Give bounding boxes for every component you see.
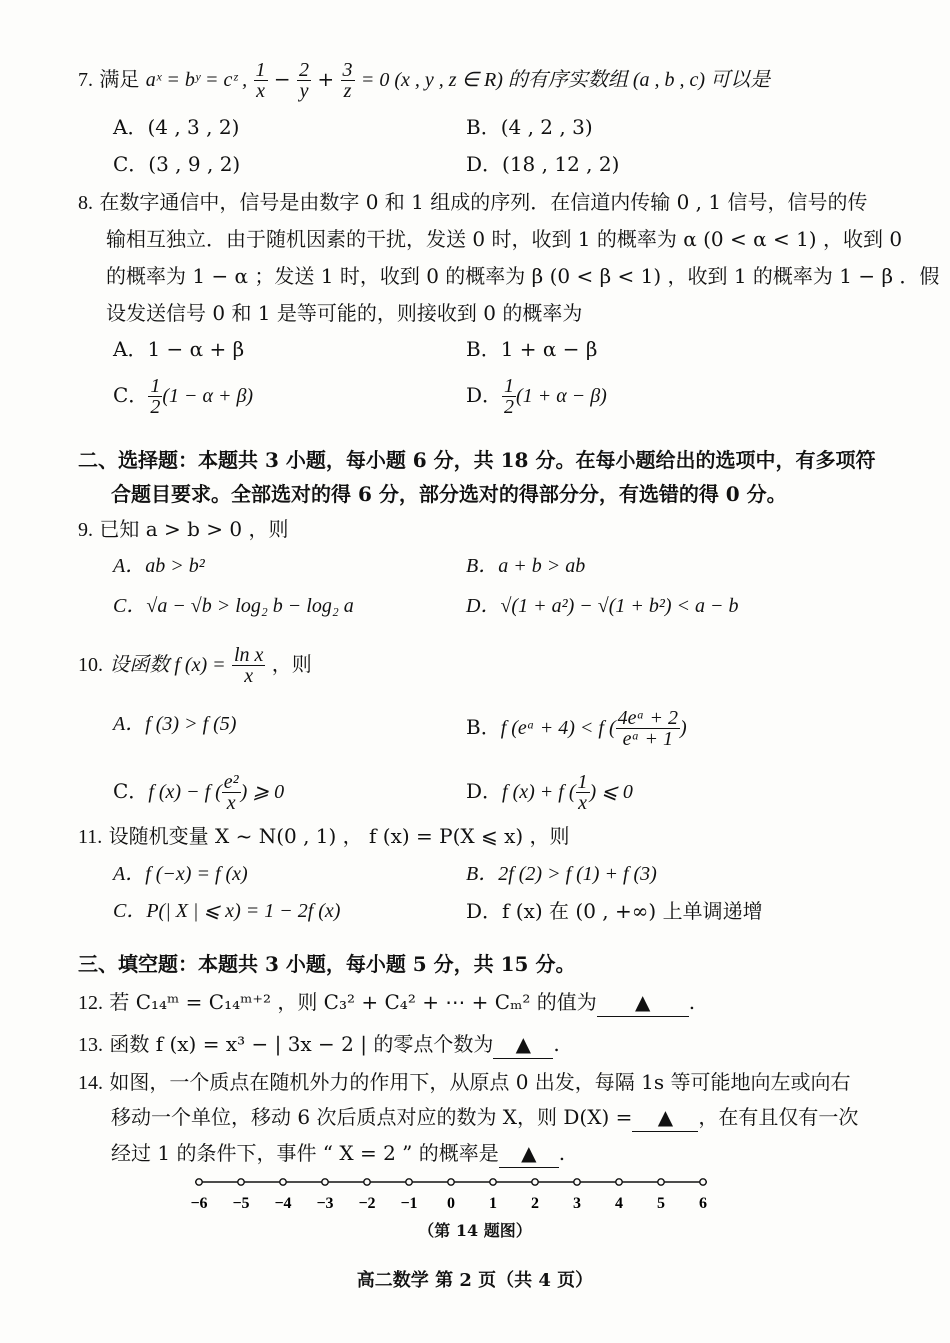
number-line-figure: [185, 1170, 725, 1218]
number-line-tick-label: −2: [358, 1195, 376, 1212]
figure-caption: （第 14 题图）: [418, 1221, 532, 1240]
number-line-tick-label: 4: [615, 1195, 623, 1212]
number-line-tick-label: −6: [190, 1195, 208, 1212]
number-line-point: [448, 1179, 454, 1185]
fraction-3-over-z: $\frac{3}{z}$: [342, 59, 353, 102]
number-line-tick-label: 6: [699, 1195, 707, 1212]
answer-blank-variance[interactable]: ▲: [632, 1103, 698, 1132]
answer-blank[interactable]: ▲: [493, 1030, 553, 1059]
answer-blank-probability[interactable]: ▲: [499, 1139, 559, 1168]
number-line-tick-label: −5: [232, 1195, 250, 1212]
q9-option-a: A．ab > b²: [113, 555, 205, 577]
question-14-line-2: 移动一个单位，移动 6 次后质点对应的数为 X，则 D(X) = ▲ ，在有且仅有一次: [111, 1103, 858, 1132]
q7-option-a: A．(4 , 3 , 2): [113, 115, 240, 139]
number-line-point: [364, 1179, 370, 1185]
q7-option-b: B．(4 , 2 , 3): [466, 115, 593, 139]
number-line-tick-label: −1: [400, 1195, 418, 1212]
number-line-point: [406, 1179, 412, 1185]
fraction-c: $\frac{\text{e²}}{x}$: [223, 771, 239, 814]
number-line-point: [574, 1179, 580, 1185]
q9-option-b: B．a + b > ab: [466, 555, 586, 577]
question-9-stem: 9. 已知 a > b > 0 ，则: [78, 517, 289, 541]
fraction-one-half: $\frac{1}{2}$: [150, 375, 161, 418]
q8-option-a: A．1 − α + β: [113, 337, 245, 361]
question-14-line-3: 经过 1 的条件下，事件 “ X = 2 ” 的概率是 ▲ .: [111, 1139, 565, 1168]
q8-option-d: D． $\frac{1}{2}$ (1 + α − β): [466, 375, 607, 418]
question-14-line-1: 14. 如图，一个质点在随机外力的作用下，从原点 0 出发，每隔 1s 等可能地向左或向右: [78, 1070, 851, 1094]
question-10-stem: 10. 设函数 f (x) = $\frac{\text{ln x}}{x}$ ，则: [78, 644, 312, 687]
number-line-point: [196, 1179, 202, 1185]
number-line-tick-label: 0: [447, 1195, 455, 1212]
number-line-tick-label: 1: [489, 1195, 497, 1212]
q10-option-b: B．f (eᵃ + 4) < f ( $\frac{\text{4eᵃ + 2}}{\text{eᵃ + 1}}$ ): [466, 707, 687, 750]
number-line-tick-label: −3: [316, 1195, 334, 1212]
number-line-tick-label: −4: [274, 1195, 292, 1212]
number-line-point: [700, 1179, 706, 1185]
fraction-lnx-over-x: $\frac{\text{ln x}}{x}$: [233, 644, 264, 687]
q8-option-b: B．1 + α − β: [466, 337, 598, 361]
q10-option-a: A．f (3) > f (5): [113, 713, 237, 735]
question-7-stem: 7. 满足 aˣ = bʸ = cᶻ , $\frac{1}{x}$ − $\frac{2}{y}$ + $\frac{3}{z}$ = 0 (x , y , z ∈ R) 的有序实数组 (a , b , c) 可以是: [78, 59, 771, 102]
section-2-heading-cont: 合题目要求。全部选对的得 6 分，部分选对的得部分分，有选错的得 0 分。: [111, 482, 787, 506]
section-3-heading: 三、填空题：本题共 3 小题，每小题 5 分，共 15 分。: [78, 952, 576, 976]
q9-option-c: C．√a − √b > log₂ b − log₂ a: [113, 595, 354, 617]
question-12: 12. 若 C₁₄ᵐ = C₁₄ᵐ⁺² ，则 C₃² + C₄² + ⋯ + Cₘ² 的值为 ▲ .: [78, 988, 695, 1017]
number-line-point: [658, 1179, 664, 1185]
q9-option-d: D．√(1 + a²) − √(1 + b²) < a − b: [466, 595, 739, 617]
q11-option-a: A．f (−x) = f (x): [113, 863, 248, 885]
number-line-tick-label: 5: [657, 1195, 665, 1212]
q11-option-c: C．P(| X | ⩽ x) = 1 − 2f (x): [113, 900, 341, 922]
number-line-ticks: [190, 1179, 707, 1212]
question-8-line-4: 设发送信号 0 和 1 是等可能的，则接收到 0 的概率为: [106, 301, 583, 325]
page-footer: 高二数学 第 2 页（共 4 页）: [356, 1270, 594, 1291]
q11-option-d: D．f (x) 在 (0 , +∞) 上单调递增: [466, 899, 763, 923]
q11-option-b: B．2f (2) > f (1) + f (3): [466, 863, 657, 885]
number-line-tick-label: 3: [573, 1195, 581, 1212]
fraction-one-half: $\frac{1}{2}$: [504, 375, 515, 418]
number-line-point: [322, 1179, 328, 1185]
fraction-d: $\frac{1}{x}$: [577, 771, 588, 814]
number-line-point: [616, 1179, 622, 1185]
question-8-line-3: 的概率为 1 − α ；发送 1 时，收到 0 的概率为 β (0 < β < 1) ，收到 1 的概率为 1 − β ．假: [106, 264, 940, 288]
q7-option-d: D．(18 , 12 , 2): [466, 152, 620, 176]
fraction-2-over-y: $\frac{2}{y}$: [299, 59, 310, 102]
question-8-line-1: 8. 在数字通信中，信号是由数字 0 和 1 组成的序列．在信道内传输 0 , 1 信号，信号的传: [78, 190, 868, 214]
number-line-point: [490, 1179, 496, 1185]
question-13: 13. 函数 f (x) = x³ − | 3x − 2 | 的零点个数为 ▲ .: [78, 1030, 560, 1059]
number-line-tick-label: 2: [531, 1195, 539, 1212]
section-2-heading: 二、选择题：本题共 3 小题，每小题 6 分，共 18 分。在每小题给出的选项中，有多项符: [78, 448, 876, 472]
question-8-line-2: 输相互独立．由于随机因素的干扰，发送 0 时，收到 1 的概率为 α (0 < α < 1) ，收到 0: [106, 227, 903, 251]
q7-option-c: C．(3 , 9 , 2): [113, 152, 241, 176]
q8-option-c: C． $\frac{1}{2}$ (1 − α + β): [113, 375, 254, 418]
number-line-point: [532, 1179, 538, 1185]
number-line-point: [280, 1179, 286, 1185]
question-11-stem: 11. 设随机变量 X ~ N(0 , 1) ， f (x) = P(X ⩽ x) ，则: [78, 824, 570, 848]
fraction-1-over-x: $\frac{1}{x}$: [255, 59, 266, 102]
q10-option-c: C．f (x) − f ( $\frac{\text{e²}}{x}$ ) ⩾ 0: [113, 771, 285, 814]
number-line-point: [238, 1179, 244, 1185]
fraction-b: $\frac{\text{4eᵃ + 2}}{\text{eᵃ + 1}}$: [617, 707, 678, 750]
answer-blank[interactable]: ▲: [597, 988, 689, 1017]
q10-option-d: D．f (x) + f ( $\frac{1}{x}$ ) ⩽ 0: [466, 771, 633, 814]
